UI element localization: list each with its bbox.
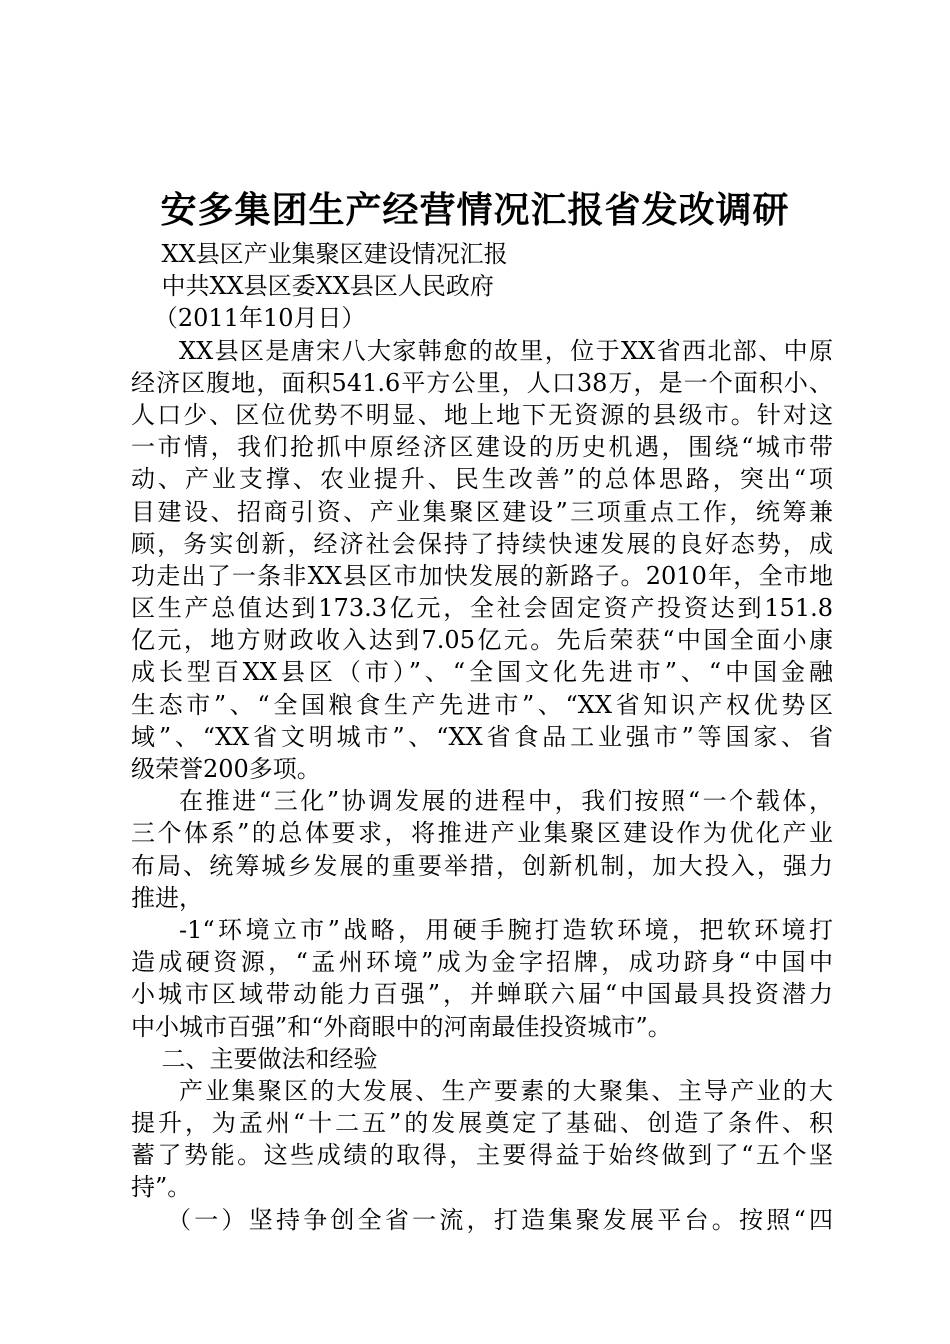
body-line: 中小城市百强”和“外商眼中的河南最佳投资城市”。 xyxy=(131,1012,672,1041)
body-line: 级荣誉200多项。 xyxy=(131,755,321,783)
body-line: 动、产业支撑、农业提升、民生改善”的总体思路，突出“项 xyxy=(131,465,833,494)
body-line: XX县区是唐宋八大家韩愈的故里，位于XX省西北部、中原 xyxy=(179,336,833,365)
body-line: 域”、“XX省文明城市”、“XX省食品工业强市”等国家、省 xyxy=(131,722,833,751)
body-line: 产业集聚区的大发展、生产要素的大聚集、主导产业的大 xyxy=(179,1076,833,1105)
body-line: 布局、统筹城乡发展的重要举措，创新机制，加大投入，强力 xyxy=(131,851,833,880)
body-line: 提升，为孟州“十二五”的发展奠定了基础、创造了条件、积 xyxy=(131,1109,833,1138)
body-line: 持”。 xyxy=(131,1173,192,1202)
body-line: 推进， xyxy=(131,883,203,912)
body-line: 生态市”、“全国粮食生产先进市”、“XX省知识产权优势区 xyxy=(131,690,833,719)
body-line: 目建设、招商引资、产业集聚区建设”三项重点工作，统筹兼 xyxy=(131,497,833,526)
document-body xyxy=(131,238,833,1236)
body-line: 造成硬资源，“孟州环境”成为金字招牌，成功跻身“中国中 xyxy=(131,948,833,977)
body-line: 顾，务实创新，经济社会保持了持续快速发展的良好态势，成 xyxy=(131,529,833,558)
body-line: 小城市区域带动能力百强”，并蝉联六届“中国最具投资潜力 xyxy=(131,980,833,1009)
body-line: 在推进“三化”协调发展的进程中，我们按照“一个载体， xyxy=(179,787,833,816)
body-line: 功走出了一条非XX县区市加快发展的新路子。2010年，全市地 xyxy=(131,561,833,590)
body-line: （一）坚持争创全省一流，打造集聚发展平台。按照“四 xyxy=(167,1205,833,1234)
body-line: 蓄了势能。这些成绩的取得，主要得益于始终做到了“五个坚 xyxy=(131,1141,833,1170)
body-line: （2011年10月日） xyxy=(131,304,366,333)
body-line: 成长型百XX县区（市）”、“全国文化先进市”、“中国金融 xyxy=(131,658,833,687)
body-line: -1“环境立市”战略，用硬手腕打造软环境，把软环境打 xyxy=(179,915,833,944)
body-line: 亿元，地方财政收入达到7.05亿元。先后荣获“中国全面小康 xyxy=(131,626,833,655)
body-line: 中共XX县区委XX县区人民政府 xyxy=(131,272,494,301)
body-line: 一市情，我们抢抓中原经济区建设的历史机遇，围绕“城市带 xyxy=(131,433,833,462)
document-title: 安多集团生产经营情况汇报省发改调研 xyxy=(160,189,790,231)
body-line: 区生产总值达到173.3亿元，全社会固定资产投资达到151.8 xyxy=(131,594,833,623)
body-line: 三个体系”的总体要求，将推进产业集聚区建设作为优化产业 xyxy=(131,819,833,848)
body-line: 二、主要做法和经验 xyxy=(131,1044,378,1073)
body-line: XX县区产业集聚区建设情况汇报 xyxy=(131,240,508,268)
body-line: 人口少、区位优势不明显、地上地下无资源的县级市。针对这 xyxy=(131,400,833,429)
body-line: 经济区腹地，面积541.6平方公里，人口38万，是一个面积小、 xyxy=(131,368,833,397)
